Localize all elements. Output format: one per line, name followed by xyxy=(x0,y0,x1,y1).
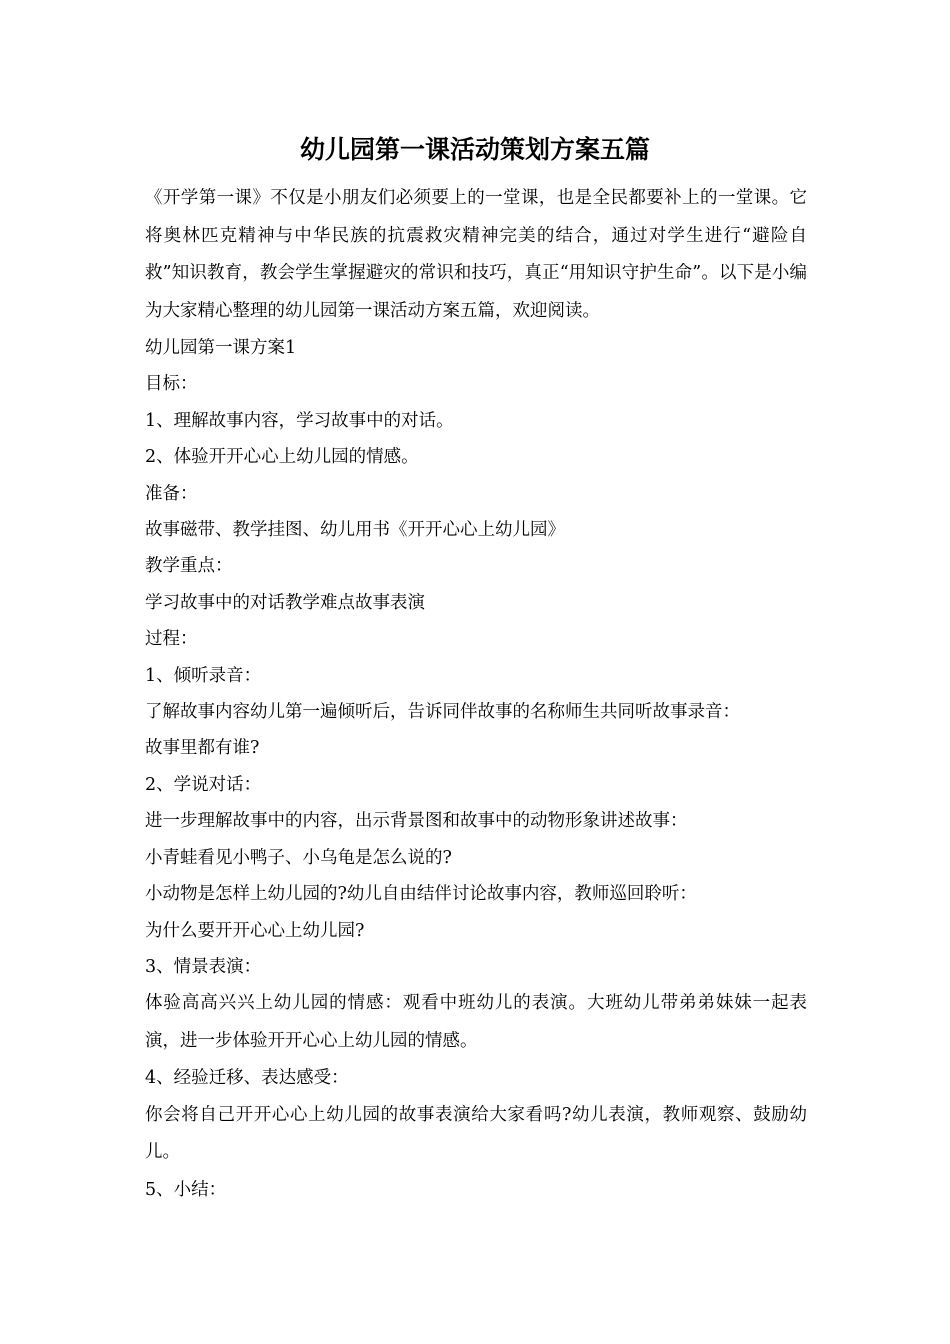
goal-item: 1、理解故事内容，学习故事中的对话。 xyxy=(145,410,454,431)
goal-item: 2、体验开开心心上幼儿园的情感。 xyxy=(145,447,419,468)
process-text: 了解故事内容幼儿第一遍倾听后，告诉同伴故事的名称师生共同听故事录音： xyxy=(145,702,740,723)
process-step: 1、倾听录音： xyxy=(145,665,262,686)
process-step: 5、小结： xyxy=(145,1179,227,1200)
section-label-process: 过程： xyxy=(145,629,198,650)
process-text: 进一步理解故事中的内容，出示背景图和故事中的动物形象讲述故事： xyxy=(145,811,688,832)
section-label-preparation: 准备： xyxy=(145,483,198,504)
intro-paragraph: 《开学第一课》不仅是小朋友们必须要上的一堂课，也是全民都要补上的一堂课。它将奥林匹克精神与中华民族的抗震救灾精神完美的结合，通过对学生进行“避险自救”知识教育，教会学生掌握避灾的常识和技巧，真正“用知识守护生命”。以下是小编为大家精心整理的幼儿园第一课活动方案五篇，欢迎阅读。 xyxy=(145,188,807,321)
process-step: 2、学说对话： xyxy=(145,774,262,795)
section-label-goal: 目标： xyxy=(145,374,198,395)
document-title: 幼儿园第一课活动策划方案五篇 xyxy=(299,135,650,164)
section-label-focus: 教学重点： xyxy=(145,556,233,577)
process-step: 4、经验迁移、表达感受： xyxy=(145,1068,349,1089)
process-text: 体验高高兴兴上幼儿园的情感：观看中班幼儿的表演。大班幼儿带弟弟妹妹一起表演，进一步体验开开心心上幼儿园的情感。 xyxy=(145,993,807,1051)
process-text: 你会将自己开开心心上幼儿园的故事表演给大家看吗?幼儿表演，教师观察、鼓励幼儿。 xyxy=(145,1104,807,1163)
preparation-text: 故事磁带、教学挂图、幼儿用书《开开心心上幼儿园》 xyxy=(145,520,565,541)
process-text: 小青蛙看见小鸭子、小乌龟是怎么说的? xyxy=(145,847,452,868)
process-text: 为什么要开开心心上幼儿园? xyxy=(145,920,365,941)
plan-heading: 幼儿园第一课方案1 xyxy=(145,338,297,358)
process-text: 故事里都有谁? xyxy=(145,738,260,759)
document-body xyxy=(145,180,807,1208)
focus-text: 学习故事中的对话教学难点故事表演 xyxy=(145,592,425,613)
process-step: 3、情景表演： xyxy=(145,956,262,977)
process-text: 小动物是怎样上幼儿园的?幼儿自由结伴讨论故事内容，教师巡回聆听： xyxy=(145,884,697,905)
